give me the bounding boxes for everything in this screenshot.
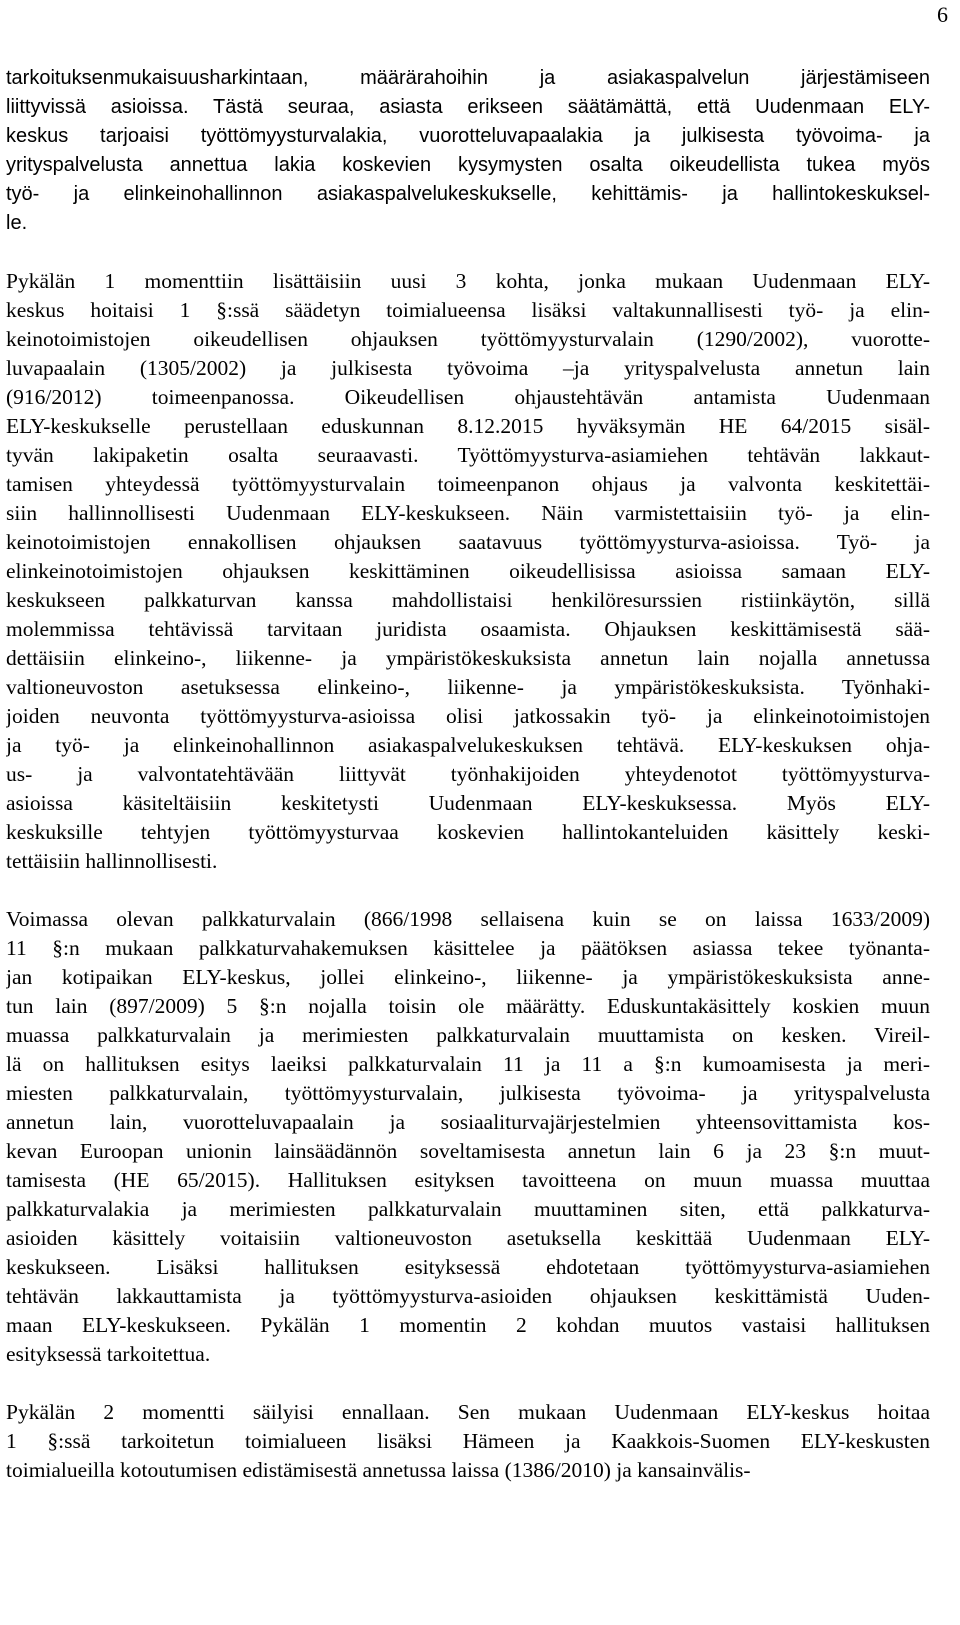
paragraph bbox=[6, 64, 930, 238]
text-line: Voimassa olevan palkkaturvalain (866/1998 sellaisena kuin se on laissa 1633/2009) bbox=[6, 907, 930, 931]
text-line: joiden neuvonta työttömyysturva-asioissa olisi jatkossakin työ- ja elinkeinotoimistojen bbox=[6, 704, 930, 728]
text-line: 1 §:ssä tarkoitetun toimialueen lisäksi Hämeen ja Kaakkois-Suomen ELY-keskusten bbox=[6, 1429, 930, 1453]
text-line: luvapaalain (1305/2002) ja julkisesta työvoima –ja yrityspalvelusta annetun lain bbox=[6, 356, 930, 380]
text-line: molemmissa tehtävissä tarvitaan juridista osaamista. Ohjauksen keskittämisestä sää- bbox=[6, 617, 930, 641]
text-line: keskuksille tehtyjen työttömyysturvaa koskevien hallintokanteluiden käsittely keski- bbox=[6, 820, 930, 844]
text-line: dettäisiin elinkeino-, liikenne- ja ympäristökeskuksista annetun lain nojalla annetussa bbox=[6, 646, 930, 670]
text-line: muassa palkkaturvalain ja merimiesten palkkaturvalain muuttamista on kesken. Vireil- bbox=[6, 1023, 930, 1047]
text-line: siin hallinnollisesti Uudenmaan ELY-keskukseen. Näin varmistettaisiin työ- ja elin- bbox=[6, 501, 930, 525]
text-line: yrityspalvelusta annettua lakia koskevien kysymysten osalta oikeudellista tukea myös bbox=[6, 154, 930, 176]
text-line: tyvän lakipaketin osalta seuraavasti. Työttömyysturva-asiamiehen tehtävän lakkaut- bbox=[6, 443, 930, 467]
text-line: maan ELY-keskukseen. Pykälän 1 momentin 2 kohdan muutos vastaisi hallituksen bbox=[6, 1313, 930, 1337]
text-line: Pykälän 1 momenttiin lisättäisiin uusi 3 kohta, jonka mukaan Uudenmaan ELY- bbox=[6, 269, 930, 293]
paragraph bbox=[6, 267, 930, 876]
text-line: miesten palkkaturvalain, työttömyysturvalain, julkisesta työvoima- ja yrityspalvelusta bbox=[6, 1081, 930, 1105]
text-line: tettäisiin hallinnollisesti. bbox=[6, 849, 218, 873]
text-line: keskukseen. Lisäksi hallituksen esityksessä ehdotetaan työttömyysturva-asiamiehen bbox=[6, 1255, 930, 1279]
text-line: esityksessä tarkoitettua. bbox=[6, 1342, 211, 1366]
text-line: tun lain (897/2009) 5 §:n nojalla toisin ole määrätty. Eduskuntakäsittely koskien muun bbox=[6, 994, 930, 1018]
text-line: keinotoimistojen oikeudellisen ohjauksen työttömyysturvalain (1290/2002), vuorotte- bbox=[6, 327, 930, 351]
text-line: tarkoituksenmukaisuusharkintaan, määrärahoihin ja asiakaspalvelun järjestämiseen bbox=[6, 67, 930, 89]
text-line: annetun lain, vuorotteluvapaalain ja sosiaaliturvajärjestelmien yhteensovittamista kos- bbox=[6, 1110, 930, 1134]
text-line: keskukseen palkkaturvan kanssa mahdollistaisi henkilöresurssien ristiinkäytön, sillä bbox=[6, 588, 930, 612]
text-line: työ- ja elinkeinohallinnon asiakaspalvelukeskukselle, kehittämis- ja hallintokeskuksel- bbox=[6, 183, 930, 205]
text-line: Pykälän 2 momentti säilyisi ennallaan. Sen mukaan Uudenmaan ELY-keskus hoitaa bbox=[6, 1400, 930, 1424]
text-line: liittyvissä asioissa. Tästä seuraa, asiasta erikseen säätämättä, että Uudenmaan ELY- bbox=[6, 96, 930, 118]
text-line: us- ja valvontatehtävään liittyvät työnhakijoiden yhteydenotot työttömyysturva- bbox=[6, 762, 930, 786]
paragraph bbox=[6, 905, 930, 1369]
text-line: kevan Euroopan unionin lainsäädännön soveltamisesta annetun lain 6 ja 23 §:n muut- bbox=[6, 1139, 930, 1163]
text-line: 11 §:n mukaan palkkaturvahakemuksen käsittelee ja päätöksen asiassa tekee työnanta- bbox=[6, 936, 930, 960]
text-line: palkkaturvalakia ja merimiesten palkkaturvalain muuttaminen siten, että palkkaturva- bbox=[6, 1197, 930, 1221]
text-line: elinkeinotoimistojen ohjauksen keskittäminen oikeudellisissa asioissa samaan ELY- bbox=[6, 559, 930, 583]
text-line: ja työ- ja elinkeinohallinnon asiakaspalvelukeskuksen tehtävä. ELY-keskuksen ohja- bbox=[6, 733, 930, 757]
text-line: tamisen yhteydessä työttömyysturvalain toimeenpanon ohjaus ja valvonta keskitettäi- bbox=[6, 472, 930, 496]
text-line: jan kotipaikan ELY-keskus, jollei elinkeino-, liikenne- ja ympäristökeskuksista anne- bbox=[6, 965, 930, 989]
document-body bbox=[6, 64, 930, 1514]
text-line: asioissa käsiteltäisiin keskitetysti Uudenmaan ELY-keskuksessa. Myös ELY- bbox=[6, 791, 930, 815]
text-line: keinotoimistojen ennakollisen ohjauksen saatavuus työttömyysturva-asioissa. Työ- ja bbox=[6, 530, 930, 554]
text-line: lä on hallituksen esitys laeiksi palkkaturvalain 11 ja 11 a §:n kumoamisesta ja meri- bbox=[6, 1052, 930, 1076]
text-line: tamisesta (HE 65/2015). Hallituksen esityksen tavoitteena on muun muassa muuttaa bbox=[6, 1168, 930, 1192]
text-line: asioiden käsittely voitaisiin valtioneuvoston asetuksella keskittää Uudenmaan ELY- bbox=[6, 1226, 930, 1250]
text-line: tehtävän lakkauttamista ja työttömyysturva-asioiden ohjauksen keskittämistä Uuden- bbox=[6, 1284, 930, 1308]
text-line: ELY-keskukselle perustellaan eduskunnan 8.12.2015 hyväksymän HE 64/2015 sisäl- bbox=[6, 414, 930, 438]
text-line: le. bbox=[6, 212, 28, 234]
text-line: valtioneuvoston asetuksessa elinkeino-, liikenne- ja ympäristökeskuksista. Työnhaki- bbox=[6, 675, 930, 699]
text-line: toimialueilla kotoutumisen edistämisestä annetussa laissa (1386/2010) ja kansainvälis- bbox=[6, 1458, 751, 1482]
paragraph bbox=[6, 1398, 930, 1485]
page-number: 6 bbox=[937, 2, 948, 27]
text-line: (916/2012) toimeenpanossa. Oikeudellisen ohjaustehtävän antamista Uudenmaan bbox=[6, 385, 930, 409]
text-line: keskus tarjoaisi työttömyysturvalakia, vuorotteluvapaalakia ja julkisesta työvoima- ja bbox=[6, 125, 930, 147]
text-line: keskus hoitaisi 1 §:ssä säädetyn toimialueensa lisäksi valtakunnallisesti työ- ja elin- bbox=[6, 298, 930, 322]
